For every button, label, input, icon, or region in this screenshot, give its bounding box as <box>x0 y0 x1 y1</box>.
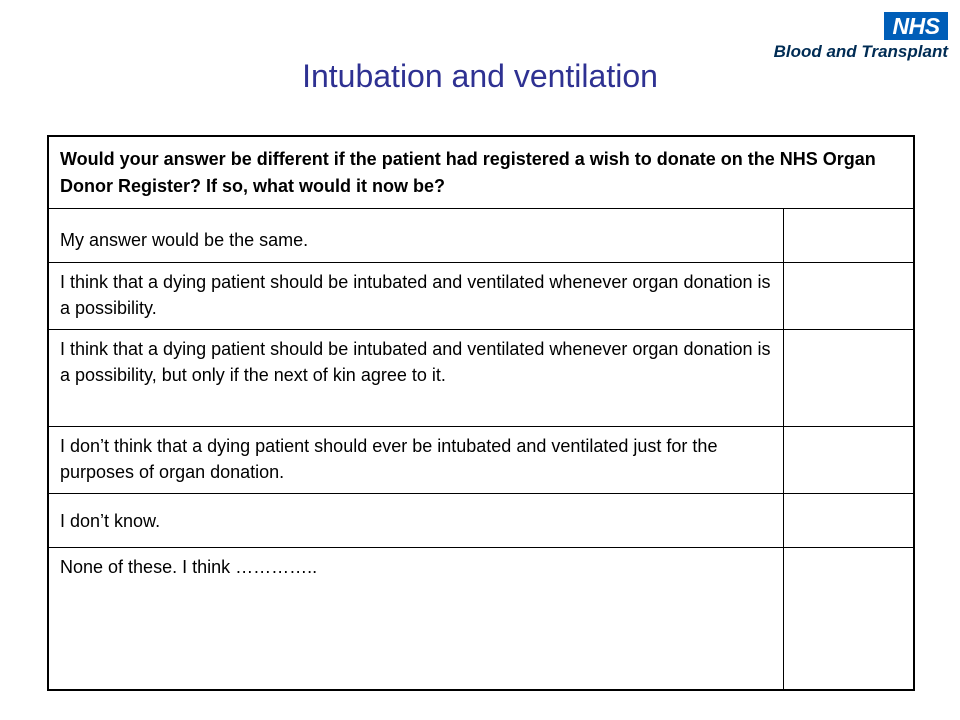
option-answer-box[interactable] <box>783 263 914 330</box>
question-text: Would your answer be different if the patient had registered a wish to donate on the NHS Organ Donor Register? If so, what would it now be? <box>48 136 914 209</box>
option-answer-box[interactable] <box>783 209 914 263</box>
option-row <box>48 330 914 427</box>
option-row <box>48 548 914 690</box>
option-answer-box[interactable] <box>783 330 914 427</box>
option-row <box>48 263 914 330</box>
option-row <box>48 209 914 263</box>
question-table <box>47 135 915 691</box>
option-label: I don’t think that a dying patient should ever be intubated and ventilated just for the purposes of organ donation. <box>48 427 783 494</box>
option-answer-box[interactable] <box>783 494 914 548</box>
option-label: None of these. I think ………….. <box>48 548 783 690</box>
question-row <box>48 136 914 209</box>
option-answer-box[interactable] <box>783 548 914 690</box>
option-label: I don’t know. <box>48 494 783 548</box>
option-label: I think that a dying patient should be intubated and ventilated whenever organ donation is a possibility, but only if the next of kin agree to it. <box>48 330 783 427</box>
option-label: I think that a dying patient should be intubated and ventilated whenever organ donation is a possibility. <box>48 263 783 330</box>
option-row <box>48 494 914 548</box>
option-row <box>48 427 914 494</box>
slide-title: Intubation and ventilation <box>302 58 658 94</box>
logo-org-name: Blood and Transplant <box>773 42 948 61</box>
nhs-logo-badge: NHS <box>884 12 948 40</box>
option-answer-box[interactable] <box>783 427 914 494</box>
option-label: My answer would be the same. <box>48 209 783 263</box>
